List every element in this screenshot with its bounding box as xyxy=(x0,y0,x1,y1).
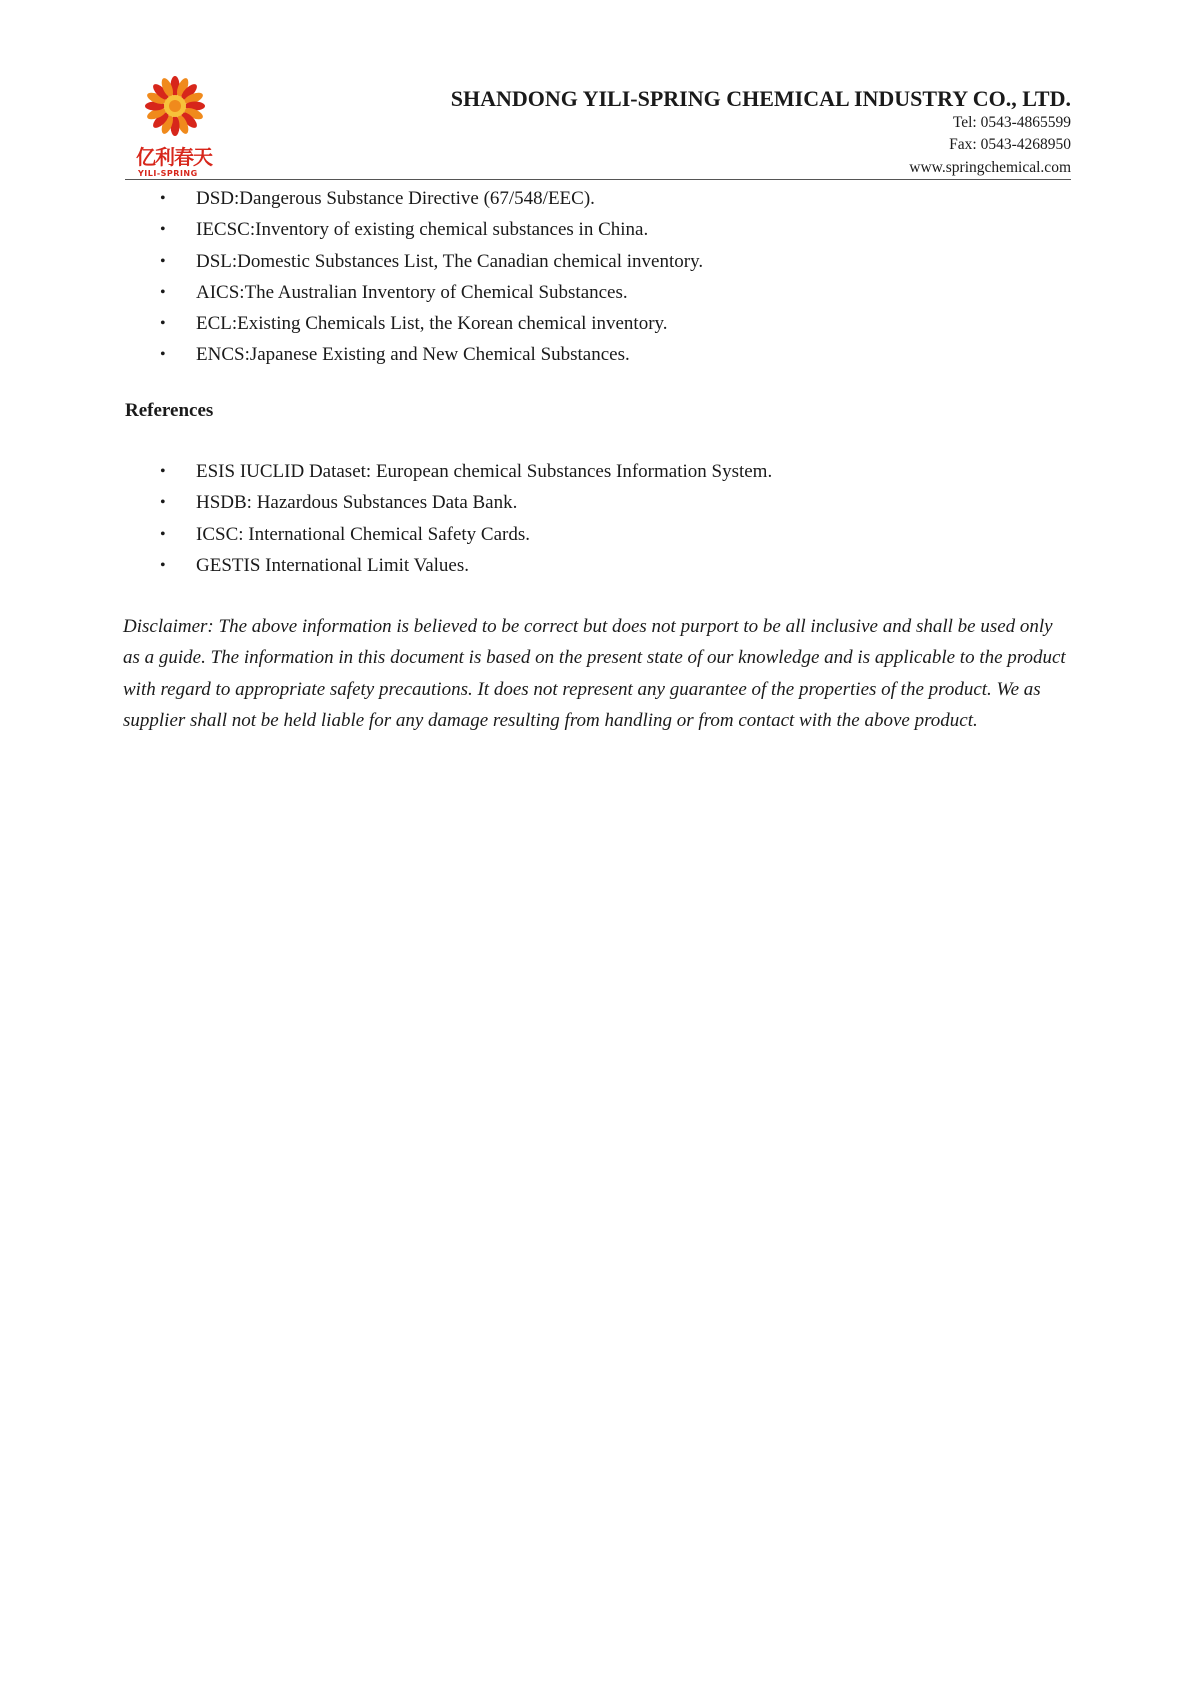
bullet-icon: • xyxy=(160,556,166,574)
list-item: • ECL:Existing Chemicals List, the Korean chemical inventory. xyxy=(0,308,1190,339)
bullet-icon: • xyxy=(160,252,166,270)
references-heading: References xyxy=(125,400,214,421)
list-item: • DSL:Domestic Substances List, The Canadian chemical inventory. xyxy=(0,246,1190,277)
bullet-icon: • xyxy=(160,315,166,333)
website-link[interactable]: www.springchemical.com xyxy=(909,159,1071,176)
sunflower-logo-icon xyxy=(142,74,208,146)
bullet-icon: • xyxy=(160,346,166,364)
company-logo xyxy=(134,74,220,180)
telephone: Tel: 0543-4865599 xyxy=(952,114,1071,131)
inventory-list xyxy=(0,183,1190,371)
logo-english-text: YILI-SPRING xyxy=(138,169,198,178)
list-item: • ENCS:Japanese Existing and New Chemical Substances. xyxy=(0,339,1190,370)
list-item: • AICS:The Australian Inventory of Chemical Substances. xyxy=(0,277,1190,308)
list-item: • ICSC: International Chemical Safety Cards. xyxy=(0,519,1190,550)
list-item: • DSD:Dangerous Substance Directive (67/548/EEC). xyxy=(0,183,1190,214)
fax: Fax: 0543-4268950 xyxy=(949,136,1071,153)
bullet-icon: • xyxy=(160,525,166,543)
bullet-icon: • xyxy=(160,463,166,480)
list-item: • ESIS IUCLID Dataset: European chemical Substances Information System. xyxy=(0,456,1190,487)
list-item: • IECSC:Inventory of existing chemical substances in China. xyxy=(0,214,1190,245)
bullet-icon: • xyxy=(160,190,166,207)
list-item: • HSDB: Hazardous Substances Data Bank. xyxy=(0,487,1190,518)
references-list xyxy=(0,456,1190,581)
company-name: SHANDONG YILI-SPRING CHEMICAL INDUSTRY CO., LTD. xyxy=(450,86,1071,111)
header-divider xyxy=(125,179,1071,180)
logo-chinese-text: 亿利春天 xyxy=(136,145,212,169)
disclaimer-paragraph: Disclaimer: The above information is believed to be correct but does not purport to be all inclusive and shall be used only as a guide. The information in this document is based on the present state of our knowledge and is applicable to the product with regard to appropriate safety precautions. It does not represent any guarantee of the properties of the product. We as supplier shall not be held liable for any damage resulting from handling or from contact with the above product. xyxy=(123,616,1066,731)
bullet-icon: • xyxy=(160,494,166,512)
bullet-icon: • xyxy=(160,283,166,301)
list-item: • GESTIS International Limit Values. xyxy=(0,550,1190,581)
bullet-icon: • xyxy=(160,221,166,239)
